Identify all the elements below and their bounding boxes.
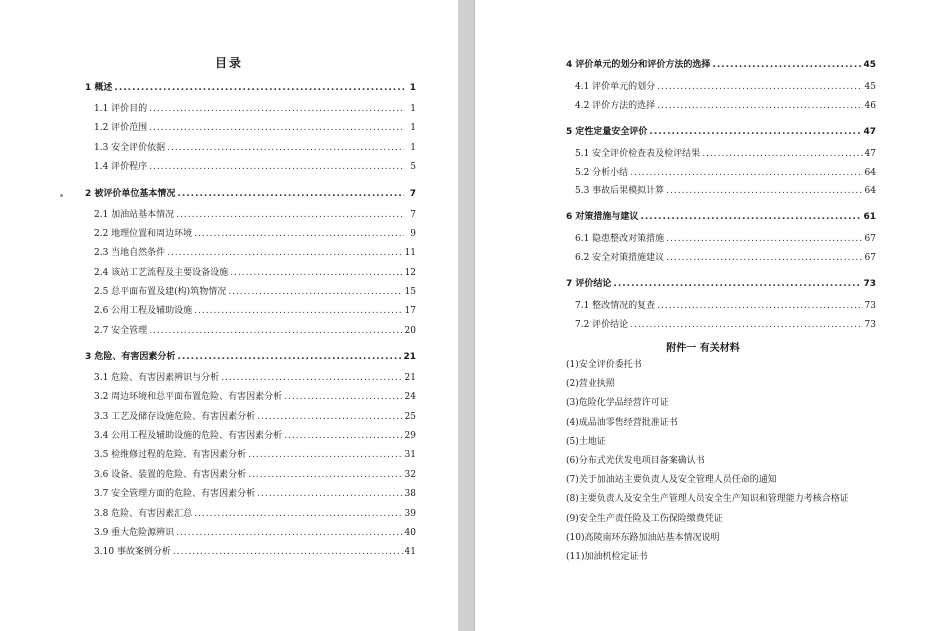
appendix-list: [566, 360, 896, 571]
toc-list-left: [85, 83, 416, 567]
toc-section-entry: [85, 489, 416, 508]
toc-page-right: [475, 0, 931, 631]
toc-page-number: 45: [864, 82, 876, 92]
toc-dot-leader: [284, 431, 402, 442]
toc-entry-label: 2.6 公用工程及辅助设施: [94, 306, 193, 317]
toc-section-entry: [566, 186, 876, 212]
toc-chapter-entry: [85, 189, 416, 210]
toc-dot-leader: [114, 83, 404, 94]
toc-entry-label: 3.6 设备、装置的危险、有害因素分析: [94, 469, 247, 480]
toc-entry-label: 3.7 安全管理方面的危险、有害因素分析: [94, 489, 256, 500]
toc-page-number: 24: [404, 392, 416, 403]
toc-section-entry: [85, 470, 416, 489]
toc-entry-label: 2.7 安全管理: [94, 325, 148, 336]
toc-dot-leader: [194, 306, 402, 317]
toc-page-number: 12: [404, 267, 416, 278]
toc-section-entry: [85, 268, 416, 287]
toc-dot-leader: [666, 253, 862, 264]
toc-page-number: 73: [863, 279, 876, 290]
scan-speck: [60, 194, 63, 197]
toc-dot-leader: [657, 101, 862, 112]
toc-page-number: 46: [864, 100, 876, 111]
toc-entry-label: 6.1 隐患整改对策措施: [575, 234, 665, 245]
toc-dot-leader: [149, 326, 402, 337]
toc-dot-leader: [666, 234, 862, 245]
toc-entry-label: 1.4 评价程序: [94, 162, 148, 173]
toc-dot-leader: [176, 210, 404, 221]
toc-section-entry: [566, 253, 876, 279]
toc-page-number: 1: [410, 104, 416, 114]
appendix-item: (1)安全评价委托书: [566, 360, 642, 370]
toc-dot-leader: [630, 168, 862, 179]
toc-page-left: [0, 0, 458, 631]
toc-dot-leader: [284, 392, 402, 403]
toc-section-entry: [85, 104, 416, 123]
toc-entry-label: 7 评价结论: [566, 279, 612, 290]
page-gutter: [458, 0, 475, 631]
toc-page-number: 73: [864, 319, 876, 330]
toc-page-number: 67: [864, 253, 876, 264]
toc-entry-label: 6.2 安全对策措施建议: [575, 253, 665, 264]
toc-entry-label: 3.3 工艺及储存设施危险、有害因素分析: [94, 411, 256, 422]
toc-chapter-entry: [566, 212, 876, 234]
toc-list-right: [566, 60, 876, 339]
toc-page-number: 7: [410, 209, 416, 220]
toc-chapter-entry: [566, 279, 876, 301]
toc-section-entry: [566, 101, 876, 127]
toc-page-number: 7: [409, 188, 416, 199]
toc-dot-leader: [177, 352, 401, 363]
toc-section-entry: [85, 528, 416, 547]
toc-page-number: 64: [864, 186, 876, 197]
toc-dot-leader: [149, 104, 404, 115]
toc-page-number: 17: [404, 306, 416, 317]
toc-entry-label: 4.2 评价方法的选择: [575, 100, 656, 111]
appendix-item: (10)高陵南环东路加油站基本情况说明: [566, 532, 720, 543]
toc-section-entry: [566, 320, 876, 339]
toc-page-number: 29: [404, 431, 416, 442]
appendix-item: (4)成品油零售经营批准证书: [566, 417, 678, 428]
toc-dot-leader: [221, 373, 402, 384]
toc-entry-label: 2.2 地理位置和周边环境: [94, 228, 193, 239]
toc-entry-label: 3.10 事故案例分析: [94, 547, 171, 558]
toc-section-entry: [85, 392, 416, 411]
toc-page-number: 9: [410, 228, 416, 239]
appendix-item: (9)安全生产责任险及工伤保险缴费凭证: [566, 513, 723, 524]
toc-section-entry: [566, 301, 876, 320]
toc-dot-leader: [666, 186, 862, 197]
toc-entry-label: 1.1 评价目的: [94, 104, 148, 114]
toc-section-entry: [85, 509, 416, 528]
toc-entry-label: 4.1 评价单元的划分: [575, 82, 656, 92]
toc-entry-label: 3.8 危险、有害因素汇总: [94, 508, 193, 519]
toc-section-entry: [85, 210, 416, 229]
toc-page-number: 5: [410, 162, 416, 173]
toc-entry-label: 2.3 当地自然条件: [94, 248, 166, 259]
appendix-item: (5)土地证: [566, 436, 606, 447]
toc-entry-label: 5 定性定量安全评价: [566, 126, 648, 137]
toc-entry-label: 4 评价单元的划分和评价方法的选择: [566, 60, 711, 70]
toc-dot-leader: [613, 279, 861, 290]
toc-dot-leader: [248, 470, 402, 481]
toc-dot-leader: [177, 189, 404, 200]
toc-dot-leader: [649, 127, 861, 138]
toc-page-number: 47: [863, 126, 876, 137]
toc-page-number: 67: [864, 234, 876, 245]
toc-dot-leader: [657, 82, 862, 93]
toc-page-number: 45: [863, 60, 876, 70]
toc-page-number: 15: [404, 286, 416, 297]
appendix-title: 附件一 有关材料: [666, 343, 740, 354]
toc-section-entry: [85, 431, 416, 450]
toc-entry-label: 3.2 周边环境和总平面布置危险、有害因素分析: [94, 392, 283, 403]
toc-page-number: 64: [864, 167, 876, 178]
toc-entry-label: 3.4 公用工程及辅助设施的危险、有害因素分析: [94, 431, 283, 442]
toc-page-number: 41: [404, 547, 416, 558]
toc-dot-leader: [257, 489, 402, 500]
toc-section-entry: [85, 162, 416, 189]
toc-entry-label: 5.1 安全评价检查表及检评结果: [575, 148, 701, 159]
toc-section-entry: [85, 287, 416, 306]
toc-chapter-entry: [85, 352, 416, 373]
toc-dot-leader: [640, 212, 861, 223]
toc-dot-leader: [167, 248, 402, 259]
toc-page-number: 32: [404, 469, 416, 480]
toc-page-number: 47: [864, 148, 876, 159]
toc-dot-leader: [176, 528, 402, 539]
appendix-item: (2)营业执照: [566, 379, 615, 390]
toc-dot-leader: [230, 268, 402, 279]
toc-page-number: 38: [404, 489, 416, 500]
toc-page-number: 21: [403, 352, 416, 363]
toc-section-entry: [566, 168, 876, 187]
toc-section-entry: [566, 82, 876, 101]
toc-entry-label: 7.2 评价结论: [575, 319, 629, 330]
toc-entry-label: 1.3 安全评价依据: [94, 142, 166, 153]
toc-entry-label: 3.9 重大危险源辨识: [94, 527, 175, 538]
toc-entry-label: 2.4 该站工艺流程及主要设备设施: [94, 267, 229, 278]
toc-entry-label: 2.1 加油站基本情况: [94, 209, 175, 220]
toc-page-number: 1: [410, 142, 416, 153]
toc-entry-label: 5.2 分析小结: [575, 167, 629, 178]
toc-entry-label: 1 概述: [85, 83, 113, 93]
toc-page-number: 40: [404, 527, 416, 538]
toc-chapter-entry: [85, 83, 416, 104]
toc-section-entry: [85, 326, 416, 353]
toc-page-number: 25: [404, 411, 416, 422]
toc-dot-leader: [194, 509, 402, 520]
toc-dot-leader: [248, 450, 402, 461]
appendix-item: (8)主要负责人及安全生产管理人员安全生产知识和管理能力考核合格证: [566, 494, 849, 505]
toc-dot-leader: [630, 320, 862, 331]
toc-page-number: 73: [864, 301, 876, 312]
toc-section-entry: [566, 234, 876, 253]
toc-section-entry: [85, 412, 416, 431]
toc-entry-label: 1.2 评价范围: [94, 123, 148, 134]
toc-page-number: 1: [409, 83, 416, 93]
toc-section-entry: [566, 149, 876, 168]
toc-page-number: 21: [404, 373, 416, 384]
toc-dot-leader: [173, 547, 403, 558]
toc-dot-leader: [257, 412, 402, 423]
toc-page-number: 1: [410, 123, 416, 134]
toc-section-entry: [85, 229, 416, 248]
toc-page-number: 20: [404, 325, 416, 336]
toc-entry-label: 7.1 整改情况的复查: [575, 301, 656, 312]
toc-entry-label: 6 对策措施与建议: [566, 212, 639, 223]
toc-chapter-entry: [566, 127, 876, 149]
toc-section-entry: [85, 123, 416, 142]
toc-entry-label: 2.5 总平面布置及建(构)筑物情况: [94, 286, 227, 297]
toc-section-entry: [85, 248, 416, 267]
appendix-item: (11)加油机检定证书: [566, 551, 648, 562]
toc-dot-leader: [194, 229, 404, 240]
toc-dot-leader: [149, 123, 404, 134]
toc-dot-leader: [149, 162, 404, 173]
toc-page-number: 31: [404, 450, 416, 461]
toc-entry-label: 3 危险、有害因素分析: [85, 352, 176, 363]
toc-dot-leader: [167, 143, 404, 154]
toc-page-number: 39: [404, 508, 416, 519]
toc-dot-leader: [702, 149, 862, 160]
appendix-item: (3)危险化学品经营许可证: [566, 398, 669, 409]
toc-section-entry: [85, 306, 416, 325]
toc-entry-label: 5.3 事故后果模拟计算: [575, 186, 665, 197]
toc-section-entry: [85, 547, 416, 566]
toc-page-number: 61: [863, 212, 876, 223]
appendix-item: (7)关于加油站主要负责人及安全管理人员任命的通知: [566, 475, 777, 486]
toc-dot-leader: [712, 60, 861, 71]
toc-entry-label: 3.5 检维修过程的危险、有害因素分析: [94, 450, 247, 461]
toc-section-entry: [85, 143, 416, 162]
toc-dot-leader: [657, 301, 862, 312]
toc-entry-label: 3.1 危险、有害因素辨识与分析: [94, 373, 220, 384]
appendix-item: (6)分布式光伏发电项目备案确认书: [566, 455, 705, 466]
toc-dot-leader: [228, 287, 402, 298]
toc-entry-label: 2 被评价单位基本情况: [85, 188, 176, 199]
toc-page-number: 11: [404, 248, 416, 259]
toc-section-entry: [85, 373, 416, 392]
toc-section-entry: [85, 450, 416, 469]
toc-chapter-entry: [566, 60, 876, 82]
toc-title: 目录: [214, 56, 243, 70]
